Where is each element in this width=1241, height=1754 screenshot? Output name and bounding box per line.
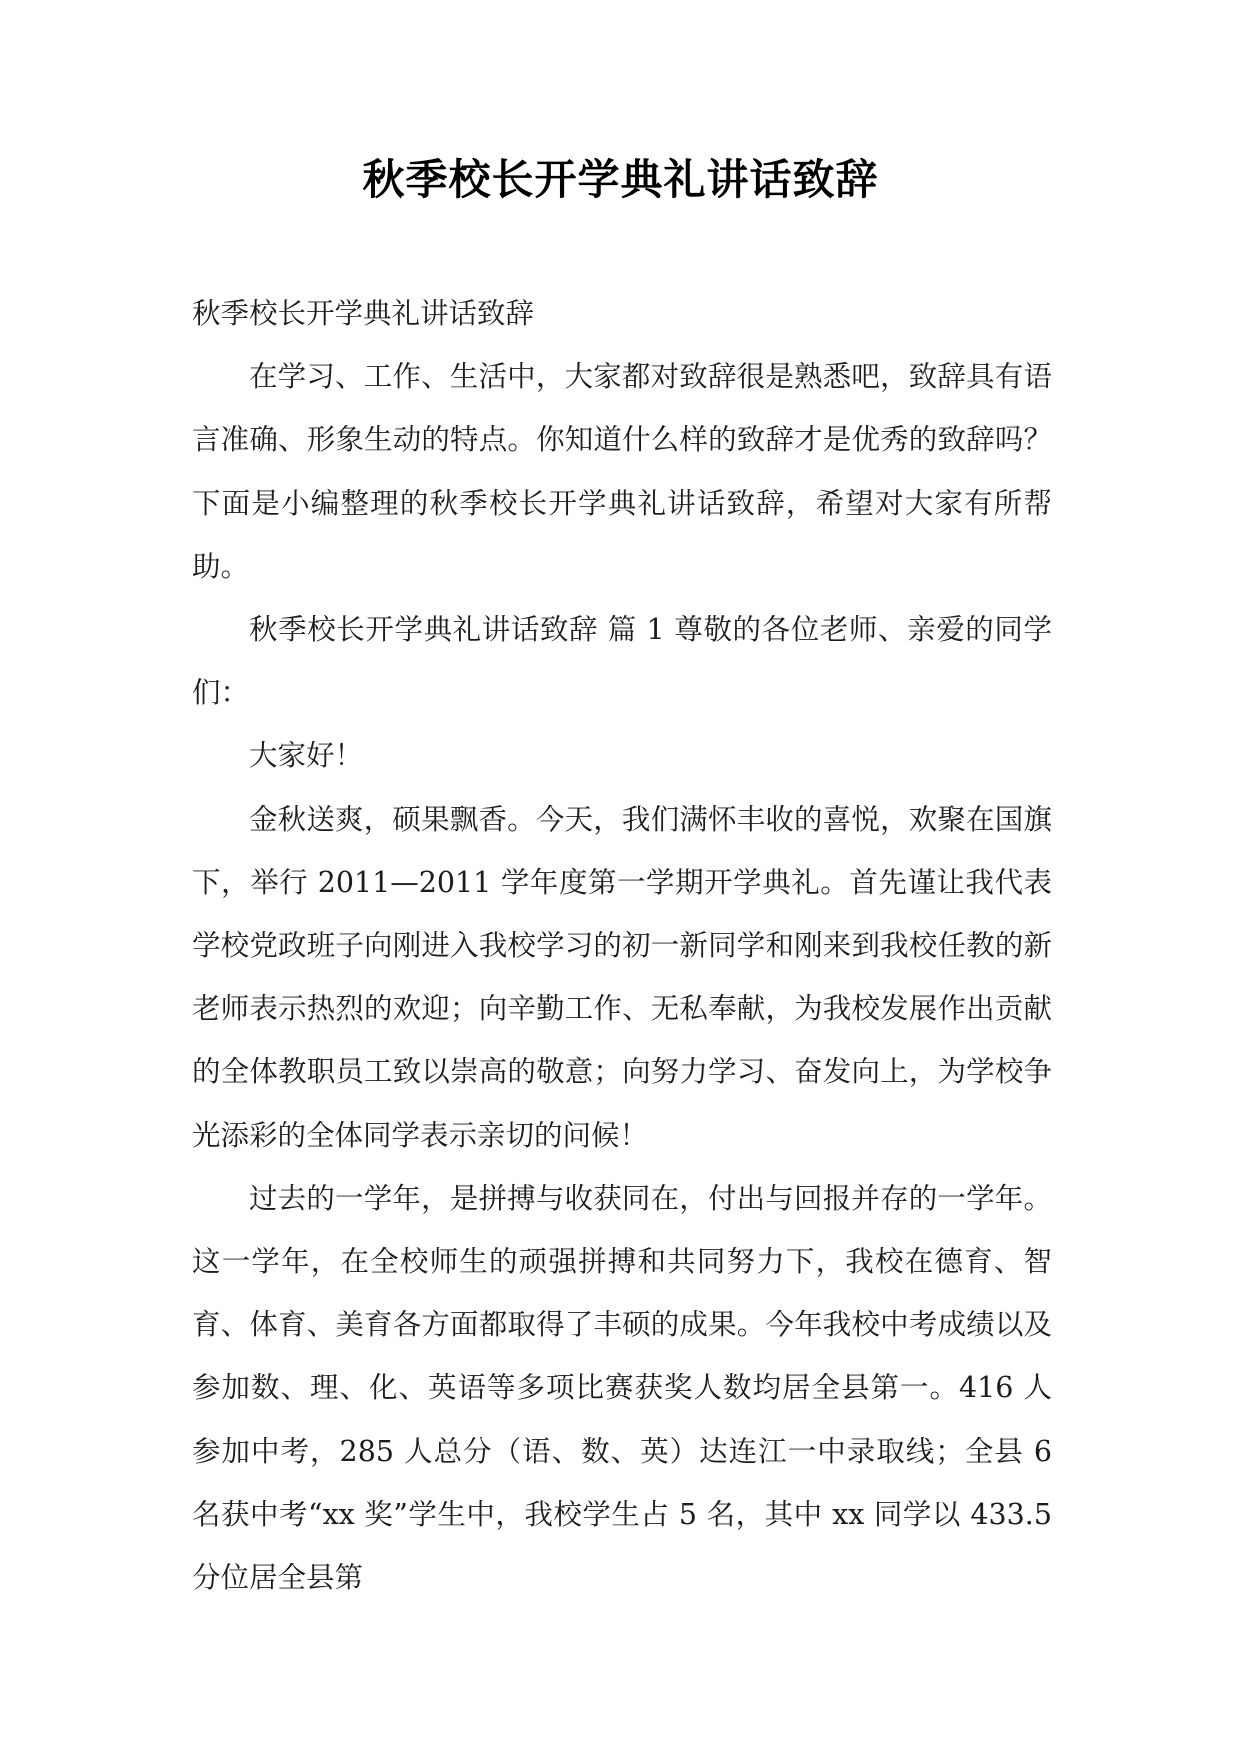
paragraph-greeting: 大家好！ bbox=[249, 739, 364, 773]
paragraph-welcome: 金秋送爽，硕果飘香。今天，我们满怀丰收的喜悦，欢聚在国旗下，举行 2011—2011 学年度第一学期开学典礼。首先谨让我代表学校党政班子向刚进入我校学习的初一新同学和刚来到我校任教的新老师表示热烈的欢迎；向辛勤工作、无私奉献，为我校发展作出贡献的全体教职员工致以崇高的敬意；向努力学习、奋发向上，为学校争光添彩的全体同学表示亲切的问候！ bbox=[192, 802, 1052, 1152]
paragraph-intro: 在学习、工作、生活中，大家都对致辞很是熟悉吧，致辞具有语言准确、形象生动的特点。你知道什么样的致辞才是优秀的致辞吗？下面是小编整理的秋季校长开学典礼讲话致辞，希望对大家有所帮助。 bbox=[192, 360, 1052, 583]
paragraph-heading: 秋季校长开学典礼讲话致辞 bbox=[192, 297, 535, 330]
paragraph-salutation: 秋季校长开学典礼讲话致辞 篇 1 尊敬的各位老师、亲爱的同学们： bbox=[192, 613, 1052, 710]
document-body bbox=[192, 282, 1052, 1609]
paragraph-achievements: 过去的一学年，是拼搏与收获同在，付出与回报并存的一学年。这一学年，在全校师生的顽强拼搏和共同努力下，我校在德育、智育、体育、美育各方面都取得了丰硕的成果。今年我校中考成绩以及参加数、理、化、英语等多项比赛获奖人数均居全县第一。416 人参加中考，285 人总分（语、数、英）达连江一中录取线；全县 6 名获中考“xx 奖”学生中，我校学生占 5 名，其中 xx 同学以 433.5 分位居全县第 bbox=[192, 1181, 1052, 1595]
document-title: 秋季校长开学典礼讲话致辞 bbox=[362, 155, 879, 204]
